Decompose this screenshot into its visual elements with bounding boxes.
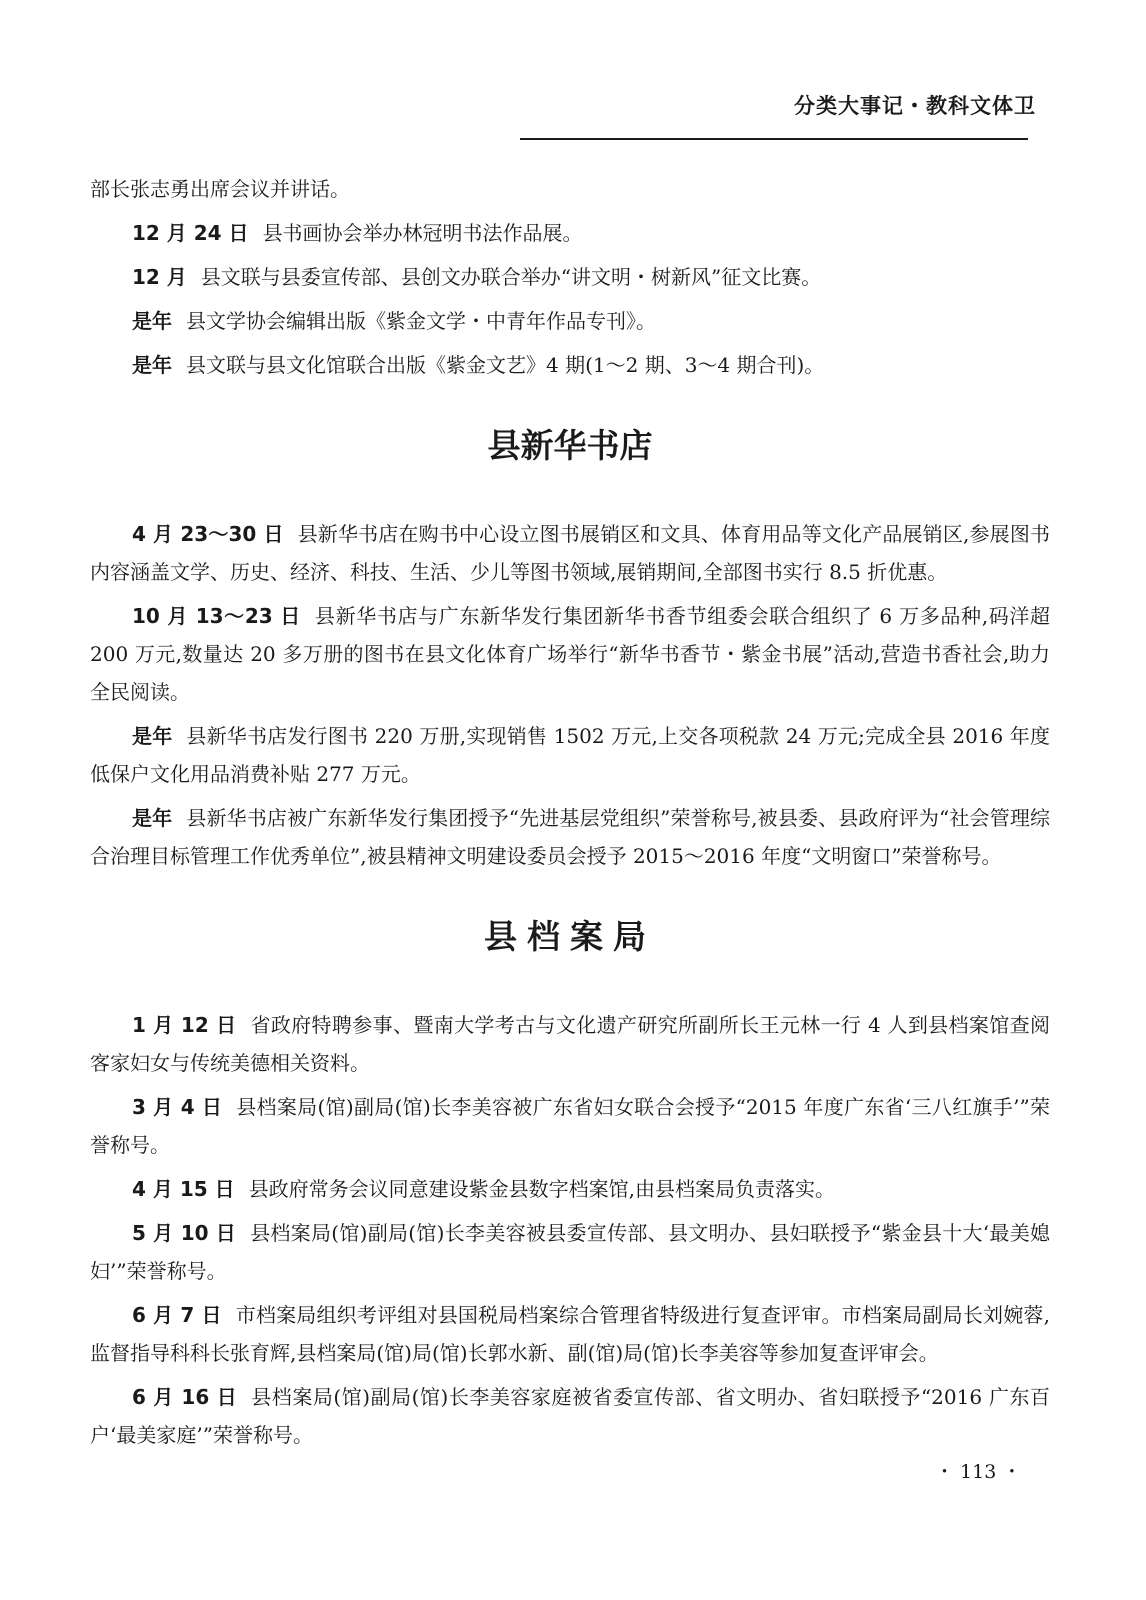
entry [90,346,1050,384]
entry-date: 4 月 23～30 日 [132,522,284,546]
entry [90,1170,1050,1208]
entry-date: 5 月 10 日 [132,1221,237,1245]
entry-date: 12 月 24 日 [132,221,249,245]
entry-text: 县新华书店被广东新华发行集团授予“先进基层党组织”荣誉称号,被县委、县政府评为“社会管理综合治理目标管理工作优秀单位”,被县精神文明建设委员会授予 2015～2016 年度“文明窗口”荣誉称号。 [90,806,1051,868]
entry [90,799,1050,875]
page-number: ・ 113 ・ [935,1461,1022,1483]
entry-date: 10 月 13～23 日 [132,604,301,628]
entry [90,1378,1050,1454]
entry [90,1006,1050,1082]
entry-date: 是年 [132,309,172,333]
continuation-paragraph: 部长张志勇出席会议并讲话。 [90,177,350,201]
entry [90,214,1050,252]
header-rule [520,138,1028,140]
entry-text: 县新华书店在购书中心设立图书展销区和文具、体育用品等文化产品展销区,参展图书内容涵盖文学、历史、经济、科技、生活、少儿等图书领域,展销期间,全部图书实行 8.5 折优惠。 [90,522,1051,584]
entry-date: 是年 [132,353,172,377]
entry-date: 1 月 12 日 [132,1013,237,1037]
entry-date: 3 月 4 日 [132,1095,223,1119]
entry-text: 县书画协会举办林冠明书法作品展。 [262,221,583,245]
entry-text: 县文联与县委宣传部、县创文办联合举办“讲文明・树新风”征文比赛。 [200,265,822,289]
entry-date: 4 月 15 日 [132,1177,235,1201]
entry-text: 县新华书店与广东新华发行集团新华书香节组委会联合组织了 6 万多品种,码洋超 200 万元,数量达 20 多万册的图书在县文化体育广场举行“新华书香节・紫金书展”活动,营造书香社会,助力全民阅读。 [90,604,1051,704]
entry [90,717,1050,793]
entry [90,1088,1050,1164]
section-title: 县新华书店 [487,426,653,465]
entry [90,515,1050,591]
entry [90,302,1050,340]
entry-text: 县文联与县文化馆联合出版《紫金文艺》4 期(1～2 期、3～4 期合刊)。 [186,353,825,377]
entry [90,258,1050,296]
running-head: 分类大事记・教科文体卫 [794,94,1036,118]
entry [90,597,1050,711]
entry-date: 12 月 [132,265,187,289]
entry-date: 6 月 7 日 [132,1303,222,1327]
entry-text: 县档案局(馆)副局(馆)长李美容家庭被省委宣传部、省文明办、省妇联授予“2016 广东百户‘最美家庭’”荣誉称号。 [90,1385,1050,1447]
section-title: 县档案局 [484,917,656,956]
entry [90,1296,1050,1372]
entry-text: 市档案局组织考评组对县国税局档案综合管理省特级进行复查评审。市档案局副局长刘婉蓉,监督指导科科长张育辉,县档案局(馆)局(馆)长郭水新、副(馆)局(馆)长李美容等参加复查评审会。 [90,1303,1050,1365]
page-body [90,170,1050,1460]
entry-text: 县文学协会编辑出版《紫金文学・中青年作品专刊》。 [186,309,656,333]
entry-text: 县档案局(馆)副局(馆)长李美容被广东省妇女联合会授予“2015 年度广东省‘三八红旗手’”荣誉称号。 [90,1095,1050,1157]
entry-text: 省政府特聘参事、暨南大学考古与文化遗产研究所副所长王元林一行 4 人到县档案馆查阅客家妇女与传统美德相关资料。 [90,1013,1050,1075]
entry-text: 县政府常务会议同意建设紫金县数字档案馆,由县档案局负责落实。 [248,1177,835,1201]
entry-date: 是年 [132,806,173,830]
entry-date: 6 月 16 日 [132,1385,238,1409]
entry [90,1214,1050,1290]
entry-date: 是年 [132,724,173,748]
entry-text: 县档案局(馆)副局(馆)长李美容被县委宣传部、县文明办、县妇联授予“紫金县十大‘最美媳妇’”荣誉称号。 [90,1221,1051,1283]
entry-text: 县新华书店发行图书 220 万册,实现销售 1502 万元,上交各项税款 24 万元;完成全县 2016 年度低保户文化用品消费补贴 277 万元。 [90,724,1051,786]
